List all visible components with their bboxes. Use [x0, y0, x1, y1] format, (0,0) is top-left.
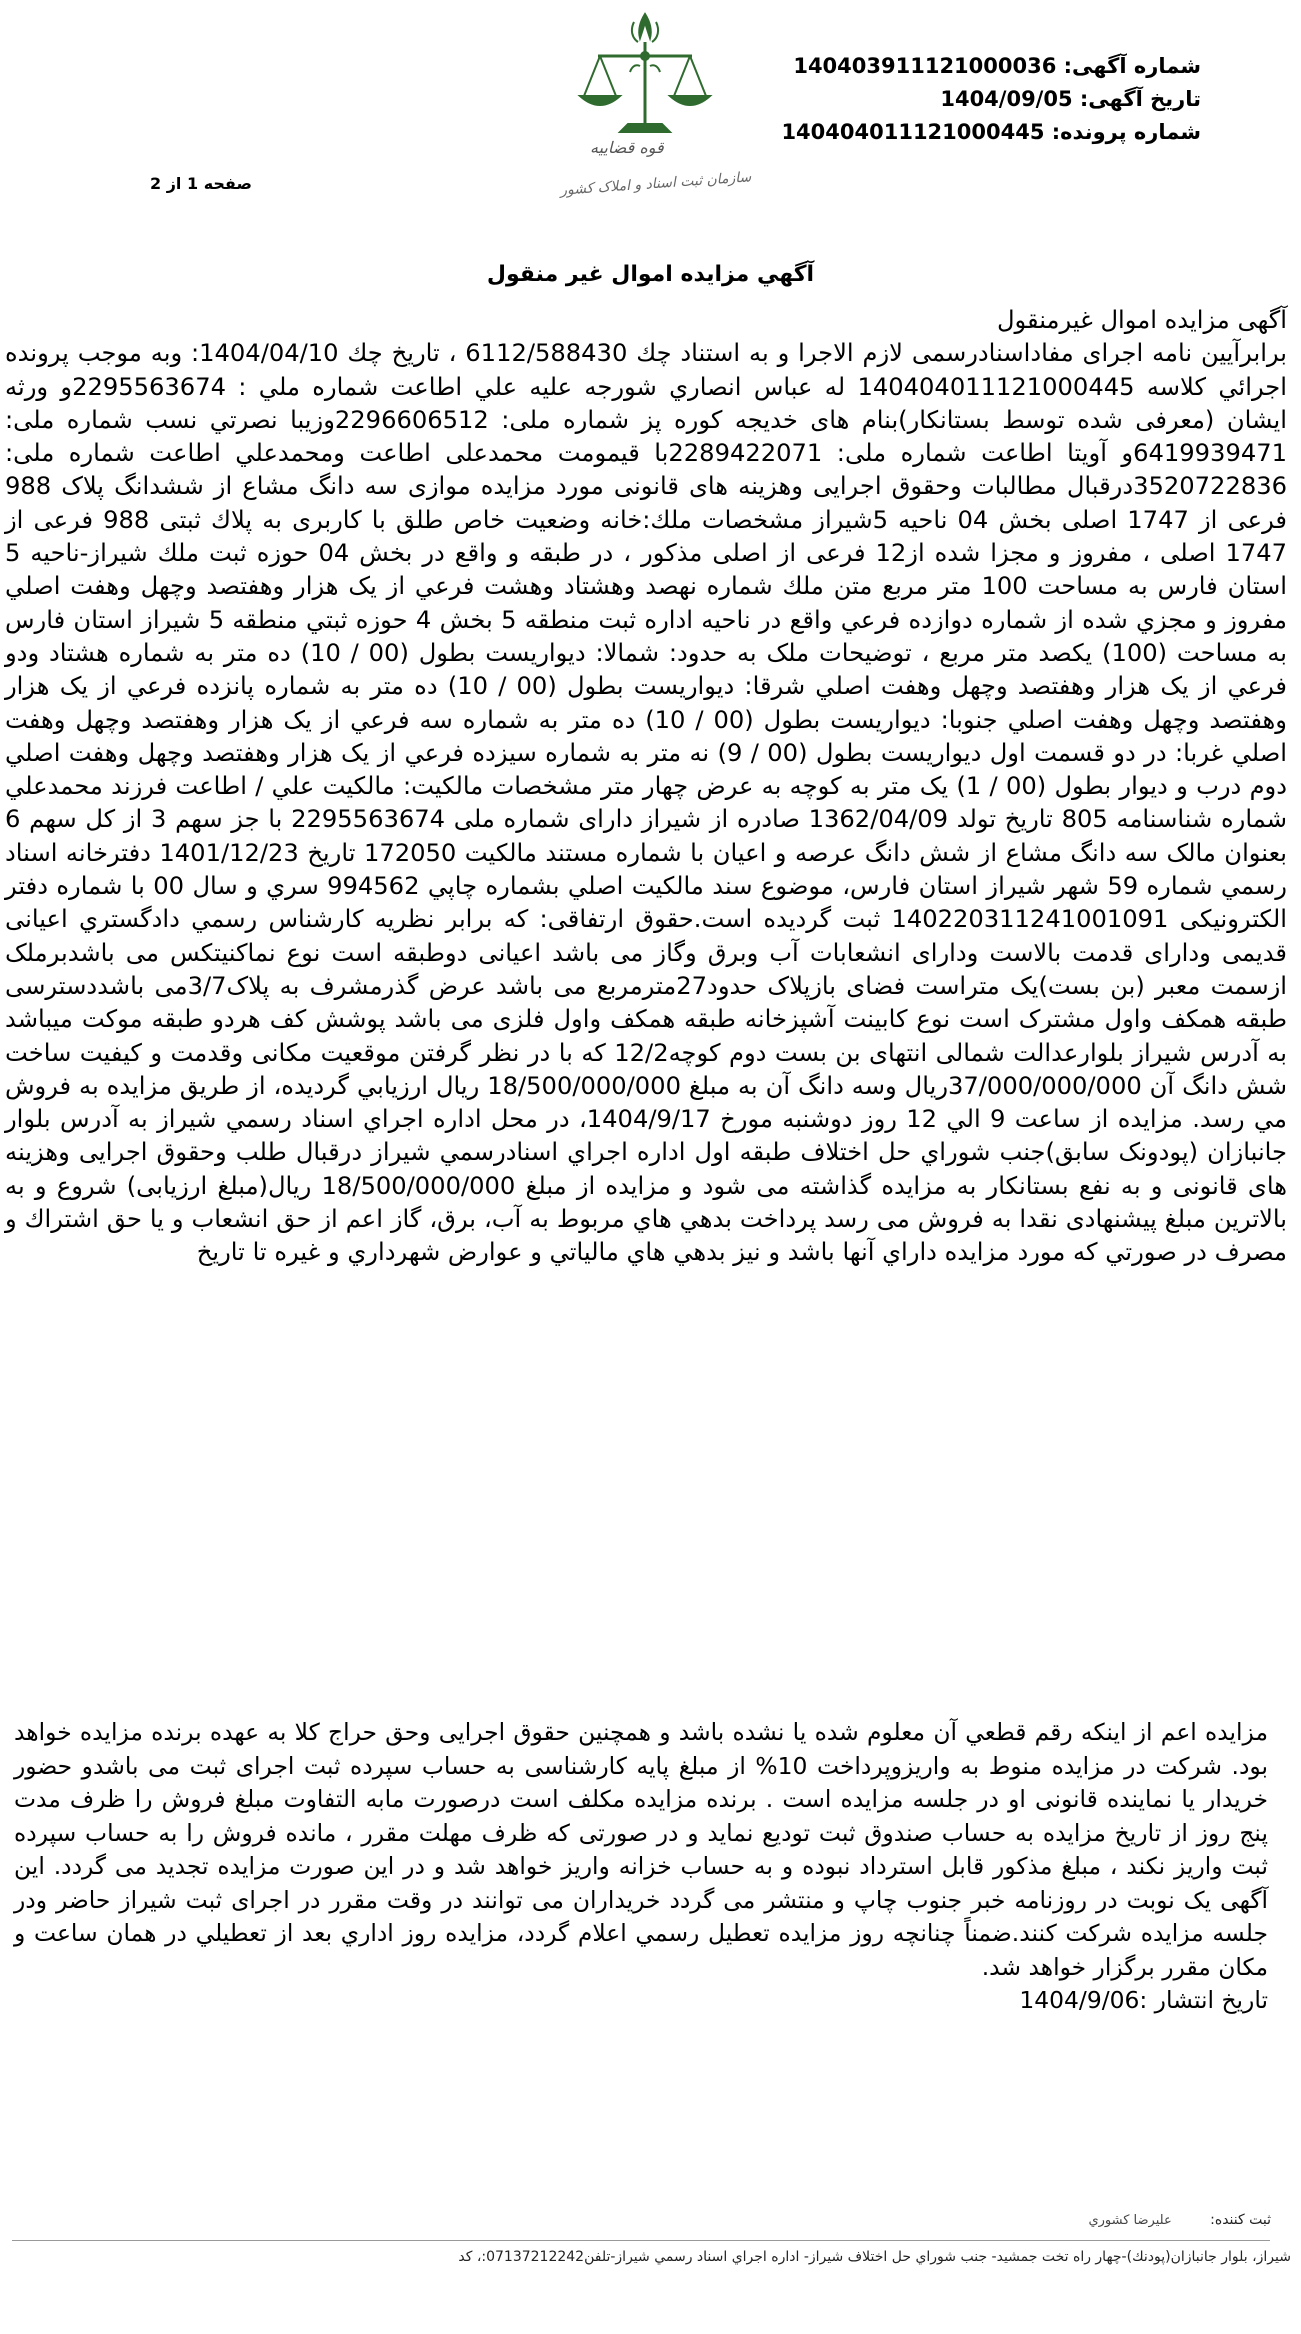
notice-title-line: آگهی مزایده اموال غیرمنقول: [996, 306, 1287, 334]
notice-body-part2: [14, 1716, 1268, 2018]
notice-body-part1: [5, 304, 1287, 1270]
ad-date: 1404/09/05: [940, 87, 1073, 111]
ad-date-label: تاریخ آگهی:: [1079, 87, 1201, 111]
notice-metadata: [781, 50, 1201, 149]
registrar-row: [1088, 2212, 1271, 2228]
case-number: 140404011121000445: [781, 120, 1045, 144]
notice-heading: آگهي مزايده اموال غير منقول: [486, 262, 815, 287]
logo-text-primary: قوه قضاییه: [590, 138, 664, 157]
logo-text-secondary: سازمان ثبت اسناد و املاک کشور: [559, 169, 752, 199]
judiciary-emblem: [559, 8, 752, 208]
registrar-label: ثبت کننده:: [1210, 2212, 1271, 2228]
publish-date-label: تاریخ انتشار :: [1139, 1986, 1268, 2014]
publish-date-row: [14, 1984, 1268, 2018]
page-indicator: صفحه 1 از 2: [150, 174, 252, 193]
footer-divider: [12, 2240, 1270, 2241]
ad-number-row: [781, 50, 1201, 83]
office-address: شيراز، بلوار جانبازان(پودنك)-چهار راه تخت جمشيد- جنب شوراي حل اختلاف شيراز- اداره اجراي اسناد رسمي شيراز-تلفن07137212242:، كد: [458, 2249, 1291, 2265]
scales-of-justice-icon: [560, 8, 730, 148]
registrar-name: عليرضا كشوري: [1088, 2213, 1172, 2228]
notice-paragraph-2: مزايده اعم از اينكه رقم قطعي آن معلوم شده يا نشده باشد و همچنين حقوق اجرایی وحق حراج كلا به عهده برنده مزايده خواهد بود. شرکت در مزايده منوط به واريزوپرداخت 10% از مبلغ پايه كارشناسی به حساب سپرده ثبت اجرای ثبت می باشدو حضور خريدار يا نماينده قانونی او در جلسه مزايده است . برنده مزايده مكلف است درصورت مابه التفاوت مبلغ فروش را ظرف مدت پنج روز از تاريخ مزايده به حساب صندوق ثبت توديع نمايد و در صورتی كه ظرف مهلت مقرر ، مانده فروش را به حساب سپرده ثبت واريز نكند ، مبلغ مذكور قابل استرداد نبوده و به حساب خزانه واريز خواهد شد و در اين صورت مزايده تجديد می گردد. اين آگهی يک نوبت در روزنامه خبر جنوب چاپ و منتشر می گردد خريداران می توانند در وقت مقرر در اجرای ثبت شيراز حاضر ودر جلسه مزايده شركت كنند.ضمناً چنانچه روز مزايده تعطيل رسمي اعلام گردد، مزايده روز اداري بعد از تعطيلي در همان ساعت و مكان مقرر برگزار خواهد شد.: [14, 1718, 1268, 1981]
ad-number: 140403911121000036: [793, 54, 1057, 78]
publish-date: 1404/9/06: [1019, 1986, 1140, 2014]
notice-paragraph-1: برابرآیین نامه اجرای مفاداسنادرسمی لازم الاجرا و به استناد چك 6112/588430 ، تاریخ چك 1404/04/10: وبه موجب پرونده اجرائي كلاسه 140404011121000445 له عباس انصاري شورجه عليه علي اطاعت شماره ملي : 2295563674و ورثه ایشان (معرفی شده توسط بستانكار)بنام های خدیجه كوره پز شماره ملی: 2296606512وزيبا نصرتي نسب شماره ملی: 6419939471و آويتا اطاعت شماره ملی: 2289422071با قيمومت محمدعلی اطاعت ومحمدعلي اطاعت شماره ملی: 3520722836درقبال مطالبات وحقوق اجرایی وهزینه های قانونی مورد مزایده موازی سه دانگ مشاع از ششدانگ پلاک 988 فرعی از 1747 اصلی بخش 04 ناحیه 5شیراز مشخصات ملك:خانه وضعیت خاص طلق با كاربری به پلاك ثبتی 988 فرعی از 1747 اصلی ، مفروز و مجزا شده از12 فرعی از اصلی مذکور ، در طبقه و واقع در بخش 04 حوزه ثبت ملك شيراز-ناحيه 5 استان فارس به مساحت 100 متر مربع متن ملك شماره نهصد وهشتاد وهشت فرعي از يک هزار وهفتصد وچهل وهفت اصلي مفروز و مجزي شده از شماره دوازده فرعي واقع در ناحيه اداره ثبت منطقه 5 بخش 4 حوزه ثبتي منطقه 5 شيراز استان فارس به مساحت (100) يكصد متر مربع ، توضيحات ملک به حدود: شمالا: ديواريست بطول (00 / 10) ده متر به شماره هشتاد ودو فرعي از يک هزار وهفتصد وچهل وهفت اصلي شرقا: ديواريست بطول (00 / 10) ده متر به شماره پانزده فرعي از يک هزار وهفتصد وچهل وهفت اصلي جنوبا: ديواريست بطول (00 / 10) ده متر به شماره سه فرعي از يک هزار وهفتصد وچهل وهفت اصلي غربا: در دو قسمت اول ديواريست بطول (00 / 9) نه متر به شماره سيزده فرعي از يک هزار وهفتصد وچهل وهفت اصلي دوم درب و ديوار بطول (00 / 1) يک متر به كوچه به عرض چهار متر مشخصات مالكيت: مالكيت علي / اطاعت فرزند محمدعلي شماره شناسنامه 805 تاريخ تولد 1362/04/09 صادره از شيراز دارای شماره ملی 2295563674 با جز سهم 3 از كل سهم 6 بعنوان مالک سه دانگ مشاع از شش دانگ عرصه و اعيان با شماره مستند مالكيت 172050 تاريخ 1401/12/23 دفترخانه اسناد رسمي شماره 59 شهر شيراز استان فارس، موضوع سند مالكيت اصلي بشماره چاپي 994562 سري و سال 00 با شماره دفتر الكترونيكی 140220311241001091 ثبت گرديده است.حقوق ارتفاقی: كه برابر نظريه كارشناس رسمي دادگستري اعيانی قديمی ودارای قدمت بالاست ودارای انشعابات آب وبرق وگاز می باشد اعيانی دوطبقه است نوع نماكنيتكس می باشدبرملک ازسمت معبر (بن بست)يک متراست فضای بازپلاک حدود27مترمربع می باشد عرض گذرمشرف به پلاک3/7می باشددسترسی طبقه همكف واول مشترک است نوع كابينت آشپزخانه طبقه همكف واول فلزی می باشد پوشش كف هردو طبقه موكت ميباشد به آدرس شيراز بلوارعدالت شمالی انتهای بن بست دوم كوچه12/2 كه با در نظر گرفتن موقعيت مكانی وقدمت و كيفيت ساخت شش دانگ آن 37/000/000/000ريال وسه دانگ آن به مبلغ 18/500/000/000 ريال ارزيابي گرديده، از طريق مزايده به فروش مي رسد. مزايده از ساعت 9 الي 12 روز دوشنبه مورخ 1404/9/17، در محل اداره اجراي اسناد رسمي شيراز به آدرس بلوار جانبازان (پودونک سابق)جنب شوراي حل اختلاف طبقه اول اداره اجراي اسنادرسمي شيراز درقبال طلب وحقوق اجرایی وهزینه های قانونی و به نفع بستانكار به مزایده گذاشته می شود و مزايده از مبلغ 18/500/000/000 ريال(مبلغ ارزيابی) شروع و به بالاترين مبلغ پيشنهادی نقدا به فروش می رسد پرداخت بدهي هاي مربوط به آب، برق، گاز اعم از حق انشعاب و يا حق اشتراك و مصرف در صورتي كه مورد مزايده داراي آنها باشد و نيز بدهي هاي مالياتي و عوارض شهرداري و غيره تا تاريخ: [5, 339, 1288, 1267]
case-number-label: شماره پرونده:: [1051, 120, 1201, 144]
ad-date-row: [781, 83, 1201, 116]
ad-number-label: شماره آگهی:: [1063, 54, 1201, 78]
case-number-row: [781, 116, 1201, 149]
